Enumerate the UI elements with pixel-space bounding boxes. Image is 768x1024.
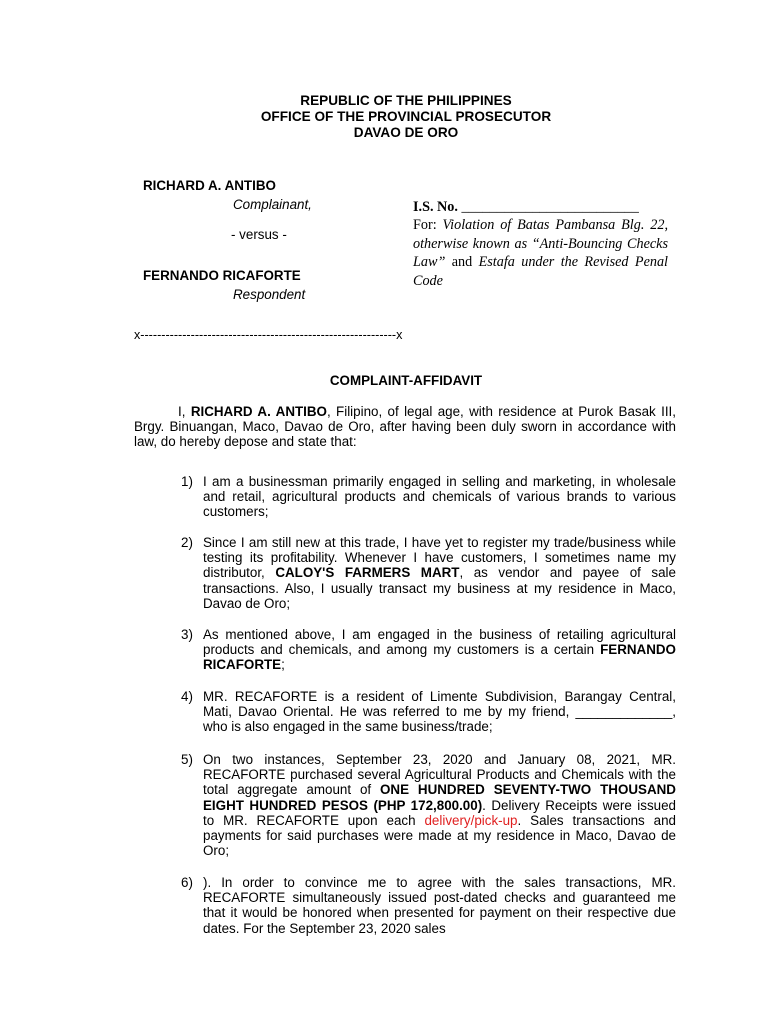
header-office: OFFICE OF THE PROVINCIAL PROSECUTOR (260, 109, 552, 124)
item-2-part-b: , as vendor and payee of sale transactions. Also, I usually transact my business at my residence in Maco, Davao de Oro; (203, 565, 676, 611)
item-5-part-b: . Delivery Receipts were issued to MR. RECAFORTE upon each (203, 797, 677, 828)
versus-label: - versus - (231, 227, 287, 242)
complainant-role: Complainant, (233, 197, 312, 212)
item-5-amount: ONE HUNDRED SEVENTY-TWO THOUSAND EIGHT HUNDRED PESOS (PHP 172,800.00) (203, 782, 676, 813)
charge-bp22: Violation of Batas Pambansa Blg. 22, otherwise known as “Anti-Bouncing Checks Law” (413, 217, 668, 271)
intro-rest: , Filipino, of legal age, with residence at Purok Basak III, Brgy. Binuangan, Maco, Davao de Oro, after having been duly sworn in accordance with law, do hereby depose and state that: (134, 404, 676, 450)
charge-description (413, 216, 668, 290)
for-label: For: (413, 217, 437, 234)
item-5-text (203, 752, 676, 858)
item-1-text: I am a businessman primarily engaged in selling and marketing, in wholesale and retail, agricultural products and chemicals of various brands to various customers; (203, 474, 676, 520)
item-5-part-a: On two instances, September 23, 2020 and January 08, 2021, MR. RECAFORTE purchased several Agricultural Products and Chemicals with the total aggregate amount of (203, 752, 676, 798)
item-3-number: 3) (181, 627, 193, 642)
charge-and: and (451, 254, 473, 271)
item-3-respondent: FERNANDO RICAFORTE (203, 642, 676, 673)
item-4-text: MR. RECAFORTE is a resident of Limente Subdivision, Barangay Central, Mati, Davao Oriental. He was referred to me by my friend, _____________, who is also engaged in the same business/trade; (203, 689, 676, 735)
item-2-distributor: CALOY'S FARMERS MART (275, 565, 460, 581)
complainant-name: RICHARD A. ANTIBO (143, 178, 276, 193)
item-5-delivery-pickup: delivery/pick-up (424, 812, 518, 828)
is-number-blank: _________________________ (461, 199, 639, 215)
item-4-number: 4) (181, 689, 193, 704)
item-2-text (203, 535, 676, 611)
respondent-name: FERNANDO RICAFORTE (143, 268, 301, 283)
item-3-text (203, 627, 676, 673)
is-number-line (413, 198, 668, 216)
document-title: COMPLAINT-AFFIDAVIT (329, 373, 483, 388)
intro-paragraph (134, 404, 676, 450)
item-6-number: 6) (181, 875, 193, 890)
intro-name: RICHARD A. ANTIBO (190, 404, 327, 419)
caption-divider: x-------------------------------------------------------------x (134, 328, 403, 342)
item-5-part-c: . Sales transactions and payments for said purchases were made at my residence in Maco, Davao de Oro; (203, 812, 676, 859)
header-republic: REPUBLIC OF THE PHILIPPINES (300, 93, 512, 108)
respondent-role: Respondent (233, 287, 306, 302)
item-2-number: 2) (181, 535, 193, 550)
case-info-block (413, 198, 668, 290)
header-province: DAVAO DE ORO (353, 125, 459, 140)
intro-i: I, (178, 404, 186, 419)
item-5-number: 5) (181, 752, 193, 767)
item-3-part-a: As mentioned above, I am engaged in the business of retailing agricultural products and chemicals, and among my customers is a certain (203, 627, 676, 658)
item-1-number: 1) (181, 474, 193, 489)
charge-estafa: Estafa under the Revised Penal Code (413, 254, 668, 289)
item-2-part-a: Since I am still new at this trade, I have yet to register my trade/business while testing its profitability. Whenever I have customers, I sometimes name my distributor, (203, 535, 676, 581)
document-header (0, 93, 768, 141)
item-3-part-b: ; (281, 657, 285, 673)
item-6-text: ). In order to convince me to agree with the sales transactions, MR. RECAFORTE simultaneously issued post-dated checks and guaranteed me that it would be honored when presented for payment on their respective due dates. For the September 23, 2020 sales (203, 875, 676, 936)
is-number-label: I.S. No. (413, 199, 458, 215)
